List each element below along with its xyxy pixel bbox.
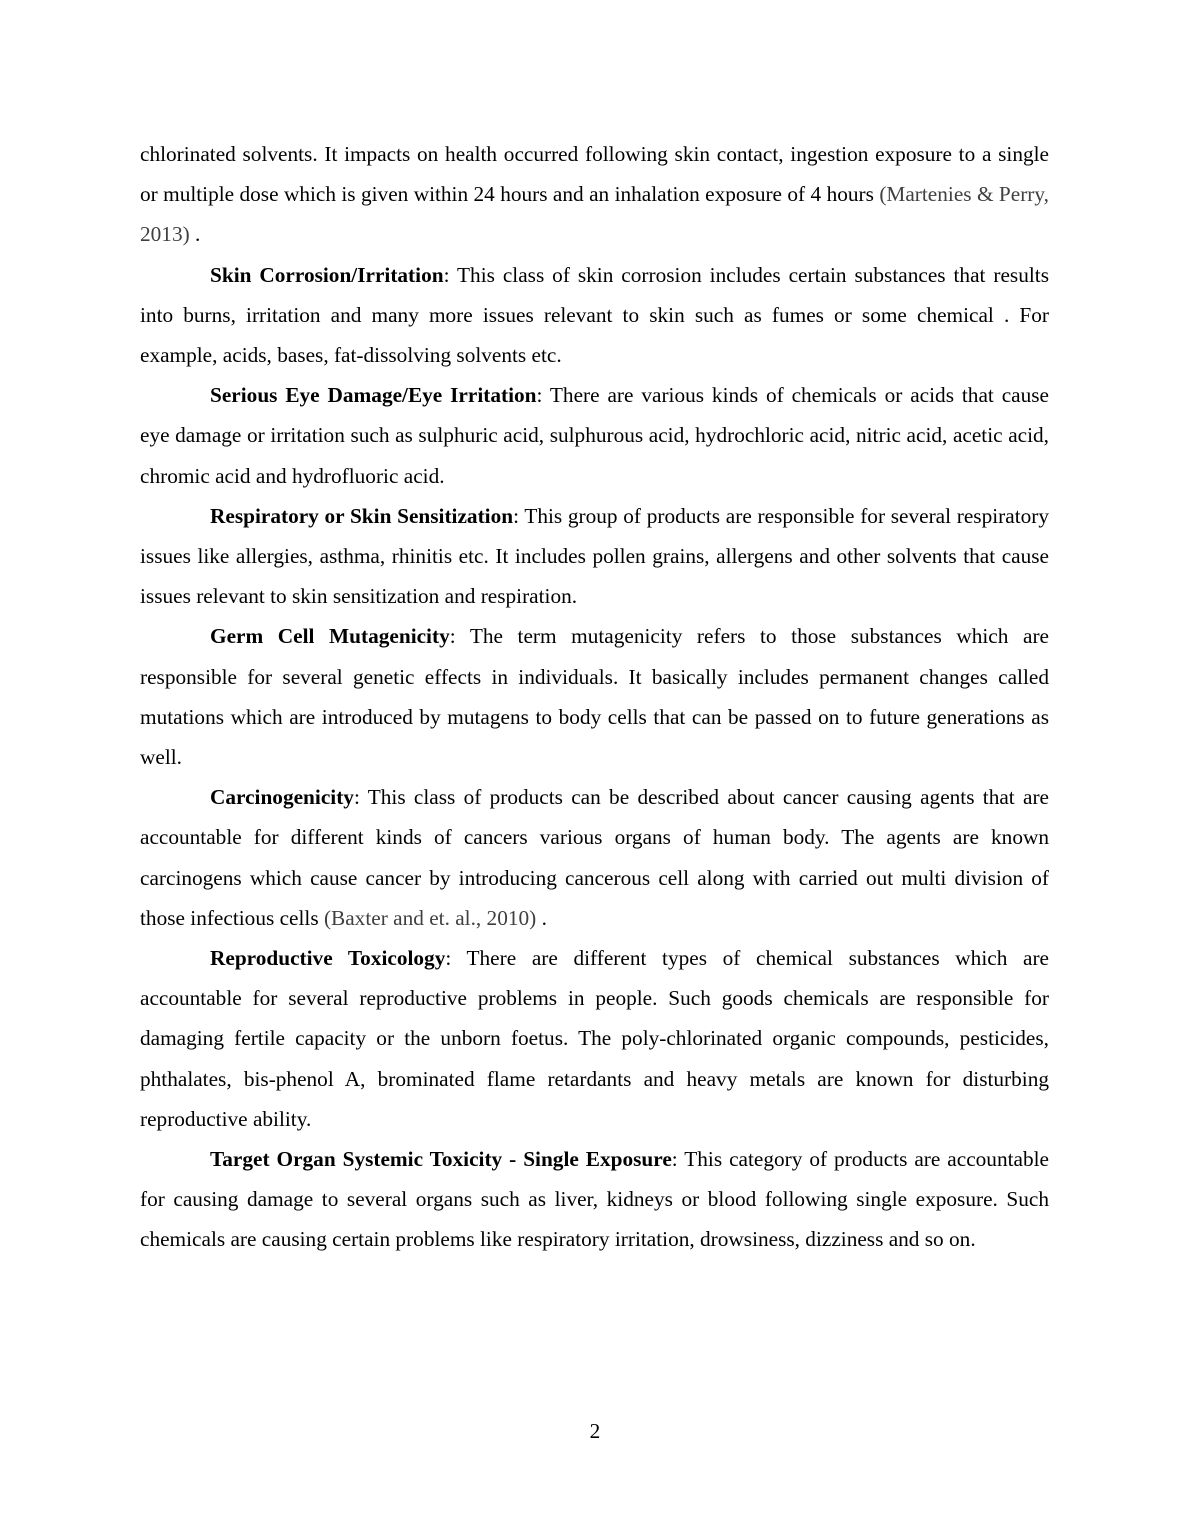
section-text: : The term mutagenicity refers to those substances which are responsible for several genetic effects in individuals. It basically includes permanent changes called mutations which are introduced by mutagens to body cells that can be passed on to future generations as well.: [140, 624, 1049, 770]
section-term: Skin Corrosion/Irritation: [210, 262, 444, 287]
document-page: [140, 134, 1049, 1260]
section-text: : This class of products can be described about cancer causing agents that are accountable for different kinds of cancers various organs of human body. The agents are known carcinogens which cause cancer by introducing cancerous cell along with carried out multi division of those infectious cells: [140, 785, 1049, 930]
section-text: : There are various kinds of chemicals or acids that cause eye damage or irritation such as sulphuric acid, sulphurous acid, hydrochloric acid, nitric acid, acetic acid, chromic acid and hydrofluoric acid.: [140, 383, 1049, 488]
citation: (Baxter and et. al., 2010): [323, 905, 537, 930]
intro-tail: .: [189, 222, 201, 247]
section-term: Respiratory or Skin Sensitization: [210, 503, 514, 528]
page-number: 2: [589, 1419, 601, 1443]
section-text: : This class of skin corrosion includes certain substances that results into burns, irritation and many more issues relevant to skin such as fumes or some chemical . For example, acids, bases, fat-dissolving solvents etc.: [140, 262, 1049, 368]
section-paragraph-target-organ: [140, 1139, 1049, 1260]
section-text: : There are different types of chemical substances which are accountable for several reproductive problems in people. Such goods chemicals are responsible for damaging fertile capacity or the unborn foetus. The poly-chlorinated organic compounds, pesticides, phthalates, bis-phenol A, brominated flame retardants and heavy metals are known for disturbing reproductive ability.: [140, 946, 1049, 1131]
section-paragraph-eye-damage: [140, 375, 1049, 496]
section-text: : This category of products are accountable for causing damage to several organs such as liver, kidneys or blood following single exposure. Such chemicals are causing certain problems like respiratory irritation, drowsiness, dizziness and so on.: [140, 1147, 1049, 1252]
section-term: Target Organ Systemic Toxicity - Single Exposure: [210, 1147, 672, 1172]
section-paragraph-reproductive: [140, 938, 1049, 1139]
section-term: Reproductive Toxicology: [210, 946, 446, 971]
intro-paragraph: [140, 134, 1049, 255]
section-term: Germ Cell Mutagenicity: [210, 624, 450, 649]
section-tail: .: [536, 905, 547, 930]
section-paragraph-skin-corrosion: [140, 255, 1049, 376]
intro-text: chlorinated solvents. It impacts on health occurred following skin contact, ingestion exposure to a single or multiple dose which is given within 24 hours and an inhalation exposure of 4 hours: [140, 142, 1049, 207]
section-paragraph-carcinogenicity: [140, 777, 1049, 938]
section-paragraph-sensitization: [140, 496, 1049, 617]
section-term: Serious Eye Damage/Eye Irritation: [210, 383, 537, 408]
section-paragraph-mutagenicity: [140, 616, 1049, 777]
citation: (Martenies & Perry, 2013): [140, 182, 1049, 247]
section-term: Carcinogenicity: [210, 785, 354, 810]
section-text: : This group of products are responsible for several respiratory issues like allergies, asthma, rhinitis etc. It includes pollen grains, allergens and other solvents that cause issues relevant to skin sensitization and respiration.: [140, 503, 1049, 609]
